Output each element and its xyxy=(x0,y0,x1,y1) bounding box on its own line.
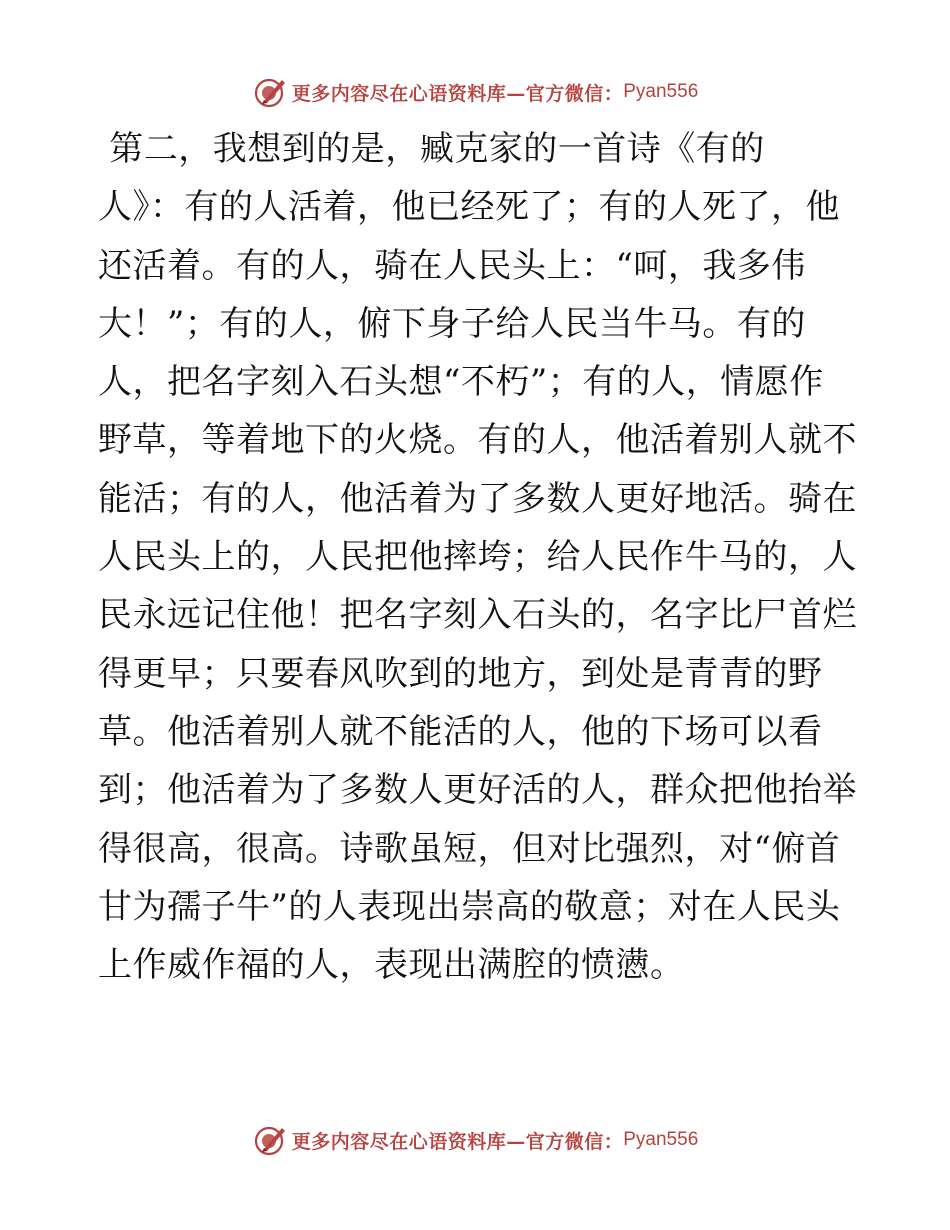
paragraph-line: 人》：有的人活着，他已经死了；有的人死了，他 xyxy=(98,187,840,228)
paragraph-line: 第二，我想到的是，臧克家的一首诗《有的 xyxy=(98,129,765,169)
paragraph-line: 得更早；只要春风吹到的地方，到处是青青的野 xyxy=(98,653,823,694)
body-paragraph xyxy=(98,120,858,994)
paragraph-line: 能活；有的人，他活着为了多数人更好地活。骑在 xyxy=(98,478,857,519)
paragraph-line: 上作威作福的人，表现出满腔的愤懑。 xyxy=(98,945,685,986)
pen-circle-logo-icon xyxy=(252,74,288,110)
banner-text: 更多内容尽在心语资料库—官方微信： xyxy=(291,82,624,105)
paragraph-line: 野草，等着地下的火烧。有的人，他活着别人就不 xyxy=(98,420,857,461)
banner-wechat-id: Pyan556 xyxy=(623,1129,699,1150)
header-banner xyxy=(0,72,950,112)
paragraph-line: 民永远记住他！把名字刻入石头的，名字比尸首烂 xyxy=(98,595,857,636)
footer-banner xyxy=(0,1120,950,1160)
paragraph-line: 人民头上的，人民把他摔垮；给人民作牛马的，人 xyxy=(98,537,857,578)
paragraph-line: 甘为孺子牛”的人表现出崇高的敬意；对在人民头 xyxy=(98,886,841,927)
banner-wechat-id: Pyan556 xyxy=(623,81,699,102)
paragraph-line: 还活着。有的人，骑在人民头上：“呵，我多伟 xyxy=(98,245,806,286)
paragraph-line: 人，把名字刻入石头想“不朽”；有的人，情愿作 xyxy=(98,362,824,403)
pen-circle-logo-icon xyxy=(252,1122,288,1158)
paragraph-line: 大！”；有的人，俯下身子给人民当牛马。有的 xyxy=(98,303,806,344)
paragraph-line: 草。他活着别人就不能活的人，他的下场可以看 xyxy=(98,711,823,752)
paragraph-line: 得很高，很高。诗歌虽短，但对比强烈，对“俯首 xyxy=(98,828,841,869)
banner-text: 更多内容尽在心语资料库—官方微信： xyxy=(291,1130,624,1153)
paragraph-line: 到；他活着为了多数人更好活的人，群众把他抬举 xyxy=(98,770,857,811)
